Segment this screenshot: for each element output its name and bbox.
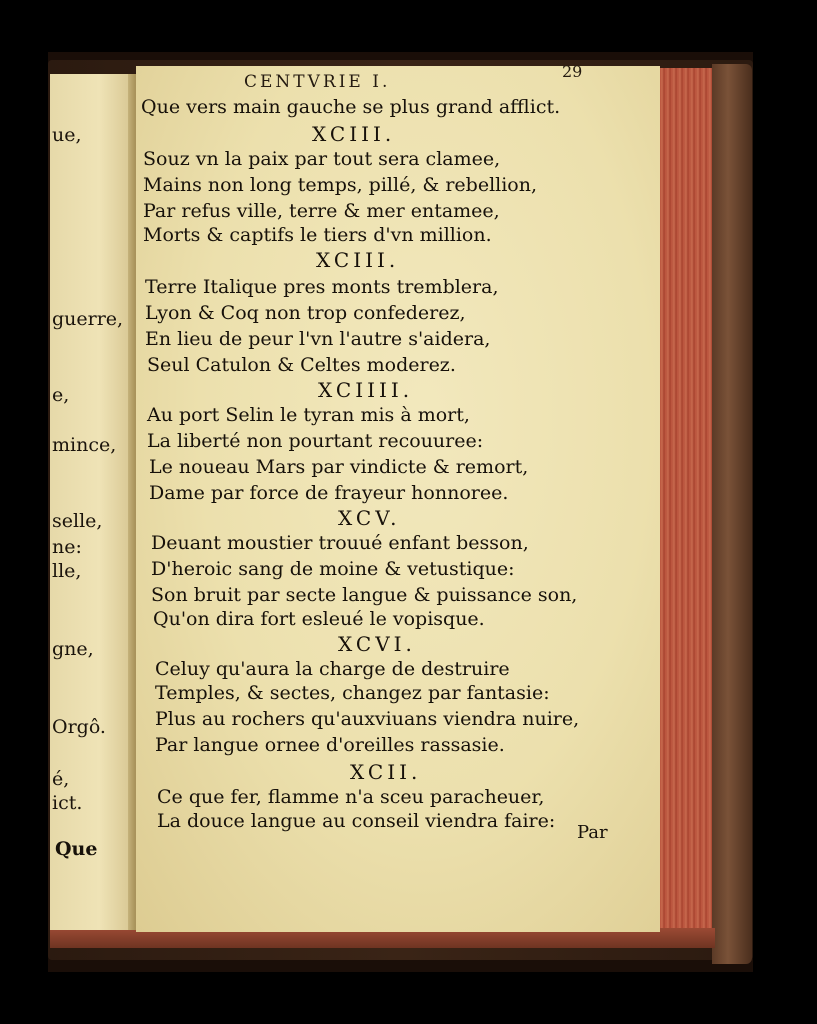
verse-line: Au port Selin le tyran mis à mort, [147, 404, 470, 426]
quatrain-number: XCII. [350, 760, 422, 784]
left-fragment: ict. [52, 792, 83, 814]
verse-line: Terre Italique pres monts tremblera, [145, 276, 499, 298]
page-number: 29 [562, 62, 583, 81]
running-head: CENTVRIE I. [244, 72, 391, 92]
verse-line: Lyon & Coq non trop confederez, [145, 302, 466, 324]
verse-line: Qu'on dira fort esleué le vopisque. [153, 608, 485, 630]
verse-line: La liberté non pourtant recouuree: [147, 430, 484, 452]
verse-line: Morts & captifs le tiers d'vn million. [143, 224, 492, 246]
verse-line: En lieu de peur l'vn l'autre s'aidera, [145, 328, 491, 350]
quatrain-number: XCIII. [316, 248, 400, 272]
book-cover-edge [712, 64, 752, 964]
left-fragment: selle, [52, 510, 103, 532]
verse-line: Plus au rochers qu'auxviuans viendra nuire, [155, 708, 580, 730]
verse-line: La douce langue au conseil viendra faire: [157, 810, 556, 832]
verse-line: Son bruit par secte langue & puissance son, [151, 584, 578, 606]
left-fragment: é, [52, 768, 70, 790]
left-fragment: ne: [52, 536, 82, 558]
left-fragment: gne, [52, 638, 94, 660]
verse-line: Mains non long temps, pillé, & rebellion, [143, 174, 538, 196]
verse-line: Temples, & sectes, changez par fantasie: [155, 682, 550, 704]
quatrain-number: XCVI. [338, 632, 416, 656]
left-fragment: lle, [52, 560, 82, 582]
quatrain-number: XCV. [338, 506, 401, 530]
verse-line: Celuy qu'aura la charge de destruire [155, 658, 510, 680]
verse-line: D'heroic sang de moine & vetustique: [151, 558, 515, 580]
verse-line: Souz vn la paix par tout sera clamee, [143, 148, 501, 170]
left-fragment: Orgô. [52, 716, 106, 738]
left-fragment: ue, [52, 124, 82, 146]
verse-line: Ce que fer, flamme n'a sceu paracheuer, [157, 786, 545, 808]
left-fragment: mince, [52, 434, 117, 456]
right-catchword: Par [577, 822, 608, 843]
left-fragment: guerre, [52, 308, 124, 330]
verse-line: Le noueau Mars par vindicte & remort, [149, 456, 529, 478]
verse-line: Par langue ornee d'oreilles rassasie. [155, 734, 505, 756]
verse-line: Que vers main gauche se plus grand afflict. [141, 96, 561, 118]
verse-line: Seul Catulon & Celtes moderez. [147, 354, 456, 376]
quatrain-number: XCIII. [312, 122, 396, 146]
verse-line: Deuant moustier trouué enfant besson, [151, 532, 529, 554]
left-fragment: e, [52, 384, 70, 406]
verse-line: Par refus ville, terre & mer entamee, [143, 200, 500, 222]
left-catchword: Que [55, 838, 98, 860]
quatrain-number: XCIIII. [318, 378, 414, 402]
verse-line: Dame par force de frayeur honnoree. [149, 482, 509, 504]
